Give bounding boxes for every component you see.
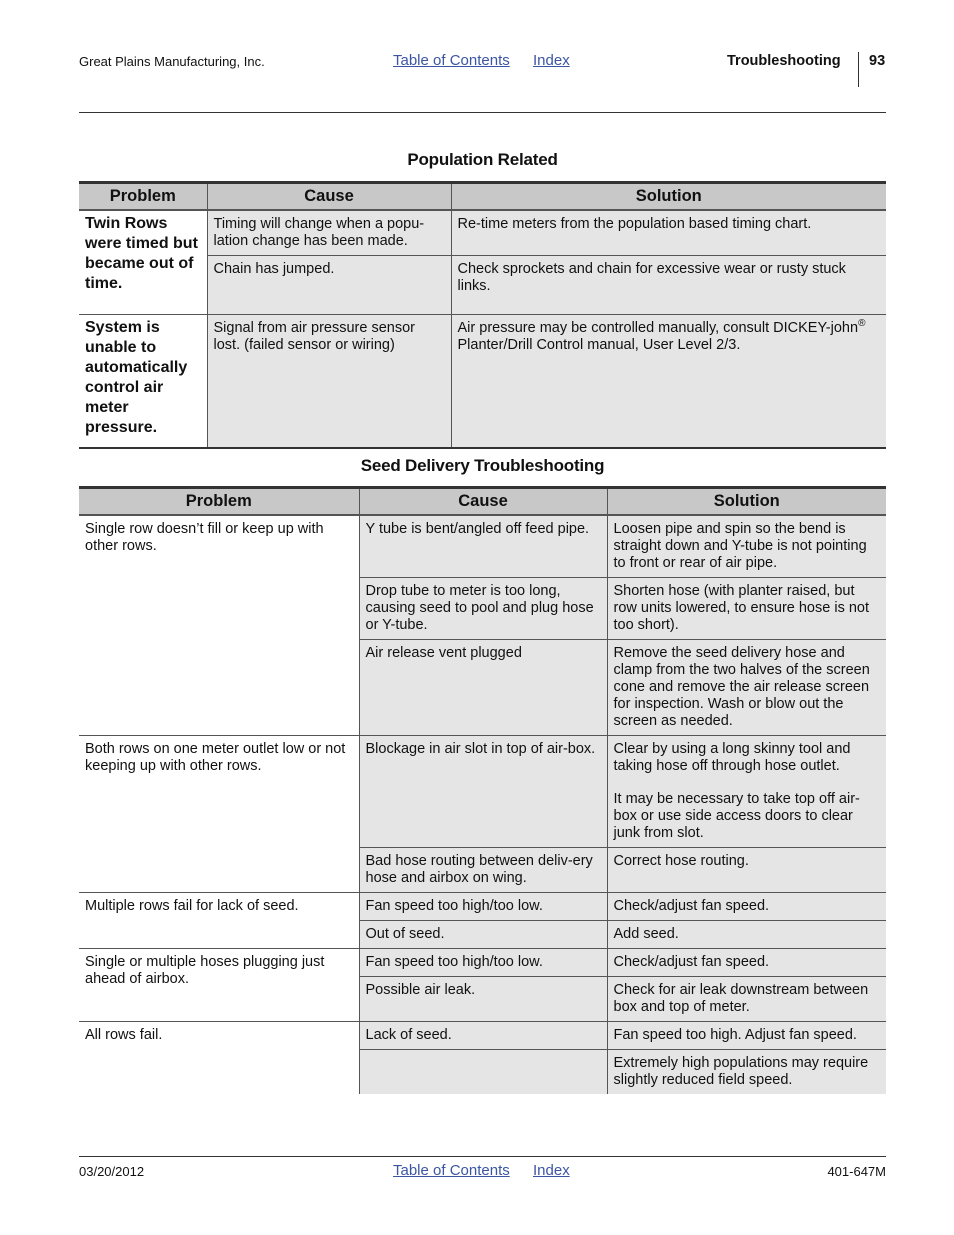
footer-rule: [79, 1156, 886, 1157]
solution-cell: Shorten hose (with planter raised, but row units lowered, to ensure hose is not too short).: [607, 578, 886, 640]
header-divider: [858, 52, 859, 87]
solution-text: Air pressure may be controlled manually, consult DICKEY-john: [457, 320, 859, 336]
table-row: [79, 736, 886, 848]
table-row: [79, 893, 886, 921]
cause-cell: Chain has jumped.: [207, 256, 451, 315]
solution-cell: [451, 315, 886, 448]
cause-cell: Timing will change when a popu-lation change has been made.: [207, 210, 451, 256]
column-header-solution: Solution: [451, 183, 886, 211]
solution-text: Planter/Drill Control manual, User Level 2/3.: [457, 337, 741, 353]
table-of-contents-link[interactable]: Table of Contents: [393, 52, 510, 69]
table-header-row: [79, 488, 886, 516]
cause-cell: Possible air leak.: [359, 977, 607, 1022]
solution-text: Clear by using a long skinny tool and taking hose off through hose outlet.: [613, 741, 851, 774]
solution-cell: Check/adjust fan speed.: [607, 949, 886, 977]
index-link[interactable]: Index: [533, 52, 570, 69]
page-number: 93: [869, 53, 886, 69]
problem-cell: Multiple rows fail for lack of seed.: [79, 893, 359, 949]
cause-cell: Blockage in air slot in top of air-box.: [359, 736, 607, 848]
solution-cell: Re-time meters from the population based timing chart.: [451, 210, 886, 256]
cause-cell: Y tube is bent/angled off feed pipe.: [359, 515, 607, 578]
column-header-cause: Cause: [207, 183, 451, 211]
solution-cell: [607, 736, 886, 848]
cause-cell: Signal from air pressure sensor lost. (failed sensor or wiring): [207, 315, 451, 448]
header-rule: [79, 112, 886, 113]
solution-cell: Loosen pipe and spin so the bend is straight down and Y-tube is not pointing to front or rear of air pipe.: [607, 515, 886, 578]
table-row: [79, 315, 886, 448]
document-number: 401-647M: [827, 1164, 886, 1179]
footer-table-of-contents-link[interactable]: Table of Contents: [393, 1162, 510, 1179]
section-name: Troubleshooting: [727, 53, 841, 69]
company-name: Great Plains Manufacturing, Inc.: [79, 54, 265, 69]
solution-cell: Check sprockets and chain for excessive wear or rusty stuck links.: [451, 256, 886, 315]
footer-date: 03/20/2012: [79, 1164, 145, 1179]
cause-cell: Lack of seed.: [359, 1022, 607, 1050]
problem-cell: All rows fail.: [79, 1022, 359, 1095]
cause-cell: Fan speed too high/too low.: [359, 893, 607, 921]
seed-delivery-table: [79, 486, 886, 1094]
table-row: [79, 949, 886, 977]
cause-cell: Fan speed too high/too low.: [359, 949, 607, 977]
solution-cell: Correct hose routing.: [607, 848, 886, 893]
seed-delivery-title: Seed Delivery Troubleshooting: [360, 456, 605, 475]
problem-cell: Twin Rows were timed but became out of time.: [85, 215, 198, 292]
population-related-title: Population Related: [407, 150, 558, 169]
cause-cell: Drop tube to meter is too long, causing seed to pool and plug hose or Y-tube.: [359, 578, 607, 640]
problem-cell: System is unable to automatically control air meter pressure.: [79, 315, 207, 448]
solution-text: It may be necessary to take top off air-box or use side access doors to clear junk from slot.: [613, 791, 860, 841]
problem-cell: Single or multiple hoses plugging just ahead of airbox.: [79, 949, 359, 1022]
solution-cell: Check for air leak downstream between box and top of meter.: [607, 977, 886, 1022]
solution-cell: Check/adjust fan speed.: [607, 893, 886, 921]
registered-mark: ®: [858, 318, 866, 330]
problem-cell: Both rows on one meter outlet low or not keeping up with other rows.: [79, 736, 359, 893]
solution-cell: Remove the seed delivery hose and clamp from the two halves of the screen cone and remove the air release screen for inspection. Wash or blow out the screen as needed.: [607, 640, 886, 736]
column-header-cause: Cause: [359, 488, 607, 516]
solution-cell: Fan speed too high. Adjust fan speed.: [607, 1022, 886, 1050]
table-header-row: [79, 183, 886, 211]
solution-cell: Add seed.: [607, 921, 886, 949]
cause-cell: [359, 1050, 607, 1095]
table-row: [79, 515, 886, 578]
column-header-solution: Solution: [607, 488, 886, 516]
column-header-problem: Problem: [79, 488, 359, 516]
table-row: [79, 1022, 886, 1050]
table-row: [79, 210, 886, 256]
cause-cell: Bad hose routing between deliv-ery hose and airbox on wing.: [359, 848, 607, 893]
population-related-table: [79, 181, 886, 449]
footer-index-link[interactable]: Index: [533, 1162, 570, 1179]
cause-cell: Out of seed.: [359, 921, 607, 949]
solution-cell: Extremely high populations may require slightly reduced field speed.: [607, 1050, 886, 1095]
problem-cell: Single row doesn’t fill or keep up with other rows.: [85, 521, 324, 554]
cause-cell: Air release vent plugged: [359, 640, 607, 736]
column-header-problem: Problem: [79, 183, 207, 211]
